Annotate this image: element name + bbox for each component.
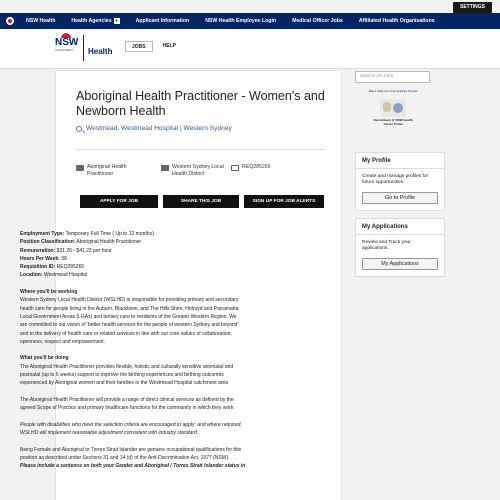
doing-line: experienced by Aboriginal women and their families in the Westmead Hospital catchment area bbox=[20, 380, 229, 387]
disability-line bbox=[20, 429, 275, 437]
working-line: and to the delivery of health care or related services in line with our core values of collaboration, bbox=[20, 330, 232, 337]
nav-health-agencies[interactable] bbox=[63, 13, 127, 29]
working-line: health care for people living in the Auburn, Blacktown, and The Hills Shire, Holroyd and Parramatta bbox=[20, 305, 239, 312]
my-applications-card bbox=[355, 218, 445, 277]
video-tour-title: Take a Video tour of our Applicant Process bbox=[368, 90, 418, 93]
site-header bbox=[0, 29, 500, 69]
working-line: are committed to our vision of 'better health services for the people of western Sydney and beyond' bbox=[20, 322, 239, 329]
job-title: Aboriginal Health Practitioner - Women's and Newborn Health bbox=[76, 89, 325, 118]
statement-line bbox=[20, 462, 275, 470]
section-heading: Where you'll be working bbox=[20, 289, 78, 296]
my-applications-text: Review and Track your applications. bbox=[362, 240, 411, 252]
detail-label: Position Classification: bbox=[20, 239, 76, 246]
top-navigation bbox=[0, 13, 500, 29]
detail-value: Westmead Hospital bbox=[42, 272, 88, 279]
header-nav bbox=[125, 41, 186, 52]
video-thumbnail bbox=[380, 99, 406, 117]
briefcase-icon bbox=[76, 165, 84, 171]
detail-value: $31.26 - $41.22 per hour bbox=[55, 247, 112, 254]
job-category-line-2: Practitioner bbox=[87, 171, 114, 177]
detail-classification bbox=[20, 238, 275, 246]
logo-nsw-text: NSW bbox=[55, 37, 79, 48]
my-profile-text: Create and manage profiles for future opportunities. bbox=[362, 174, 429, 186]
job-category-line-1: Aboriginal Health bbox=[87, 164, 127, 170]
video-tour-promo[interactable] bbox=[362, 90, 424, 130]
my-profile-card bbox=[355, 152, 445, 211]
job-requisition bbox=[231, 164, 271, 171]
divider bbox=[76, 149, 326, 150]
video-caption-line-2: Career Portal bbox=[383, 121, 403, 126]
detail-remuneration bbox=[20, 247, 275, 255]
waratah-icon bbox=[6, 17, 14, 25]
nav-applicant-information[interactable]: Applicant Information bbox=[135, 18, 190, 24]
detail-label: Employment Type: bbox=[20, 231, 65, 237]
detail-location bbox=[20, 271, 275, 279]
job-district-line-2: Health District bbox=[172, 171, 205, 177]
header-nav-help[interactable]: HELP bbox=[162, 43, 176, 49]
job-district-line-1: Western Sydney Local bbox=[172, 164, 224, 170]
detail-value: 38 bbox=[59, 255, 67, 262]
logo-government-text: GOVERNMENT bbox=[55, 49, 73, 52]
job-location-text: Westmead, Westmead Hospital | Western Sydney bbox=[86, 125, 232, 132]
detail-label: Remuneration: bbox=[20, 247, 56, 254]
identity-line: Being Female and Aboriginal or Torres Strait Islander are genuine occupational qualifications for this bbox=[20, 446, 242, 453]
apply-for-job-button[interactable]: APPLY FOR JOB bbox=[80, 195, 158, 208]
detail-value: Temporary Full Time ( Up to 12 months) bbox=[64, 231, 154, 237]
video-caption-line-1: Recruitment @ NSW Health bbox=[373, 118, 413, 122]
logo-health-text: Health bbox=[88, 47, 113, 56]
detail-requisition bbox=[20, 263, 275, 271]
video-caption bbox=[362, 119, 424, 126]
search-location-icon bbox=[76, 126, 82, 132]
job-category bbox=[76, 164, 127, 178]
disability-text: People with disabilities who meet the selection criteria are encouraged to apply; and where required, bbox=[20, 421, 242, 428]
job-alerts-button[interactable]: SIGN UP FOR JOB ALERTS bbox=[244, 195, 324, 208]
building-icon bbox=[161, 165, 169, 171]
detail-hours bbox=[20, 255, 275, 263]
nav-affiliated-health-organisations[interactable]: Affiliated Health Organisations bbox=[358, 18, 435, 24]
logo-divider bbox=[83, 35, 84, 61]
id-card-icon bbox=[231, 165, 239, 171]
job-location[interactable] bbox=[76, 125, 232, 132]
job-description bbox=[20, 230, 275, 471]
statement-text: Please include a sentence on both your Gender and Aboriginal / Torres Strait Islander status in bbox=[20, 463, 246, 470]
identity-line: position as described under Sections 31 and 14 (d) of the Anti-Discrimination Act, 1977 (NSW). bbox=[20, 455, 230, 462]
job-requisition-id: REQ285265 bbox=[242, 164, 271, 170]
working-line: openness, respect and empowerment. bbox=[20, 338, 106, 345]
detail-label: Location: bbox=[20, 272, 43, 279]
detail-value: Aboriginal Health Practitioner bbox=[75, 239, 142, 246]
settings-bar bbox=[0, 0, 500, 13]
nav-nsw-health[interactable]: NSW Health bbox=[26, 18, 56, 24]
doing-line: The Aboriginal Health Practitioner provides flexible, holistic and culturally sensitive antenatal and bbox=[20, 363, 234, 370]
chevron-down-icon: ▼ bbox=[114, 17, 119, 23]
working-line: Western Sydney Local Health District (WSLHD) is responsible for providing primary and secondary bbox=[20, 297, 239, 304]
section-heading: What you'll be doing bbox=[20, 355, 69, 362]
my-profile-title: My Profile bbox=[356, 153, 444, 169]
doing-heading bbox=[20, 354, 275, 362]
services-line: The Aboriginal Health Practitioner will provide a range of direct clinical services as defined by the bbox=[20, 396, 234, 403]
my-applications-button[interactable]: My Applications bbox=[362, 258, 438, 270]
job-district bbox=[161, 164, 224, 178]
go-to-profile-button[interactable]: Go to Profile bbox=[362, 192, 438, 204]
disability-line bbox=[20, 421, 275, 429]
nav-health-agencies-label: Health Agencies bbox=[71, 18, 112, 24]
search-all-jobs-input[interactable]: Search All Jobs bbox=[355, 71, 430, 83]
nav-employee-login[interactable]: NSW Health Employee Login bbox=[205, 18, 277, 24]
detail-employment-type bbox=[20, 230, 275, 238]
doing-line: postnatal (up to 6 weeks) support to improve the birthing experiences and birthing outcomes bbox=[20, 372, 224, 379]
detail-value: REQ285265 bbox=[55, 264, 85, 271]
working-line: Local Government Areas (LGAs) and tertiary care to residents of the Greater Western Region. We bbox=[20, 313, 237, 320]
disability-text: WSLHD will implement reasonable adjustment consistent with industry standard. bbox=[20, 430, 199, 437]
detail-label: Hours Per Week: bbox=[20, 255, 60, 262]
detail-label: Requisition ID: bbox=[20, 264, 56, 271]
services-line: agreed Scope of Practice and primary healthcare functions for the community in which they work bbox=[20, 405, 234, 412]
settings-button[interactable]: SETTINGS bbox=[453, 2, 492, 13]
header-nav-jobs[interactable]: JOBS bbox=[125, 41, 153, 52]
nav-medical-officer-jobs[interactable]: Medical Officer Jobs bbox=[292, 18, 343, 24]
share-job-button[interactable]: SHARE THIS JOB bbox=[163, 195, 239, 208]
my-applications-title: My Applications bbox=[356, 219, 444, 235]
working-heading bbox=[20, 288, 275, 296]
nsw-health-logo[interactable] bbox=[55, 35, 120, 63]
